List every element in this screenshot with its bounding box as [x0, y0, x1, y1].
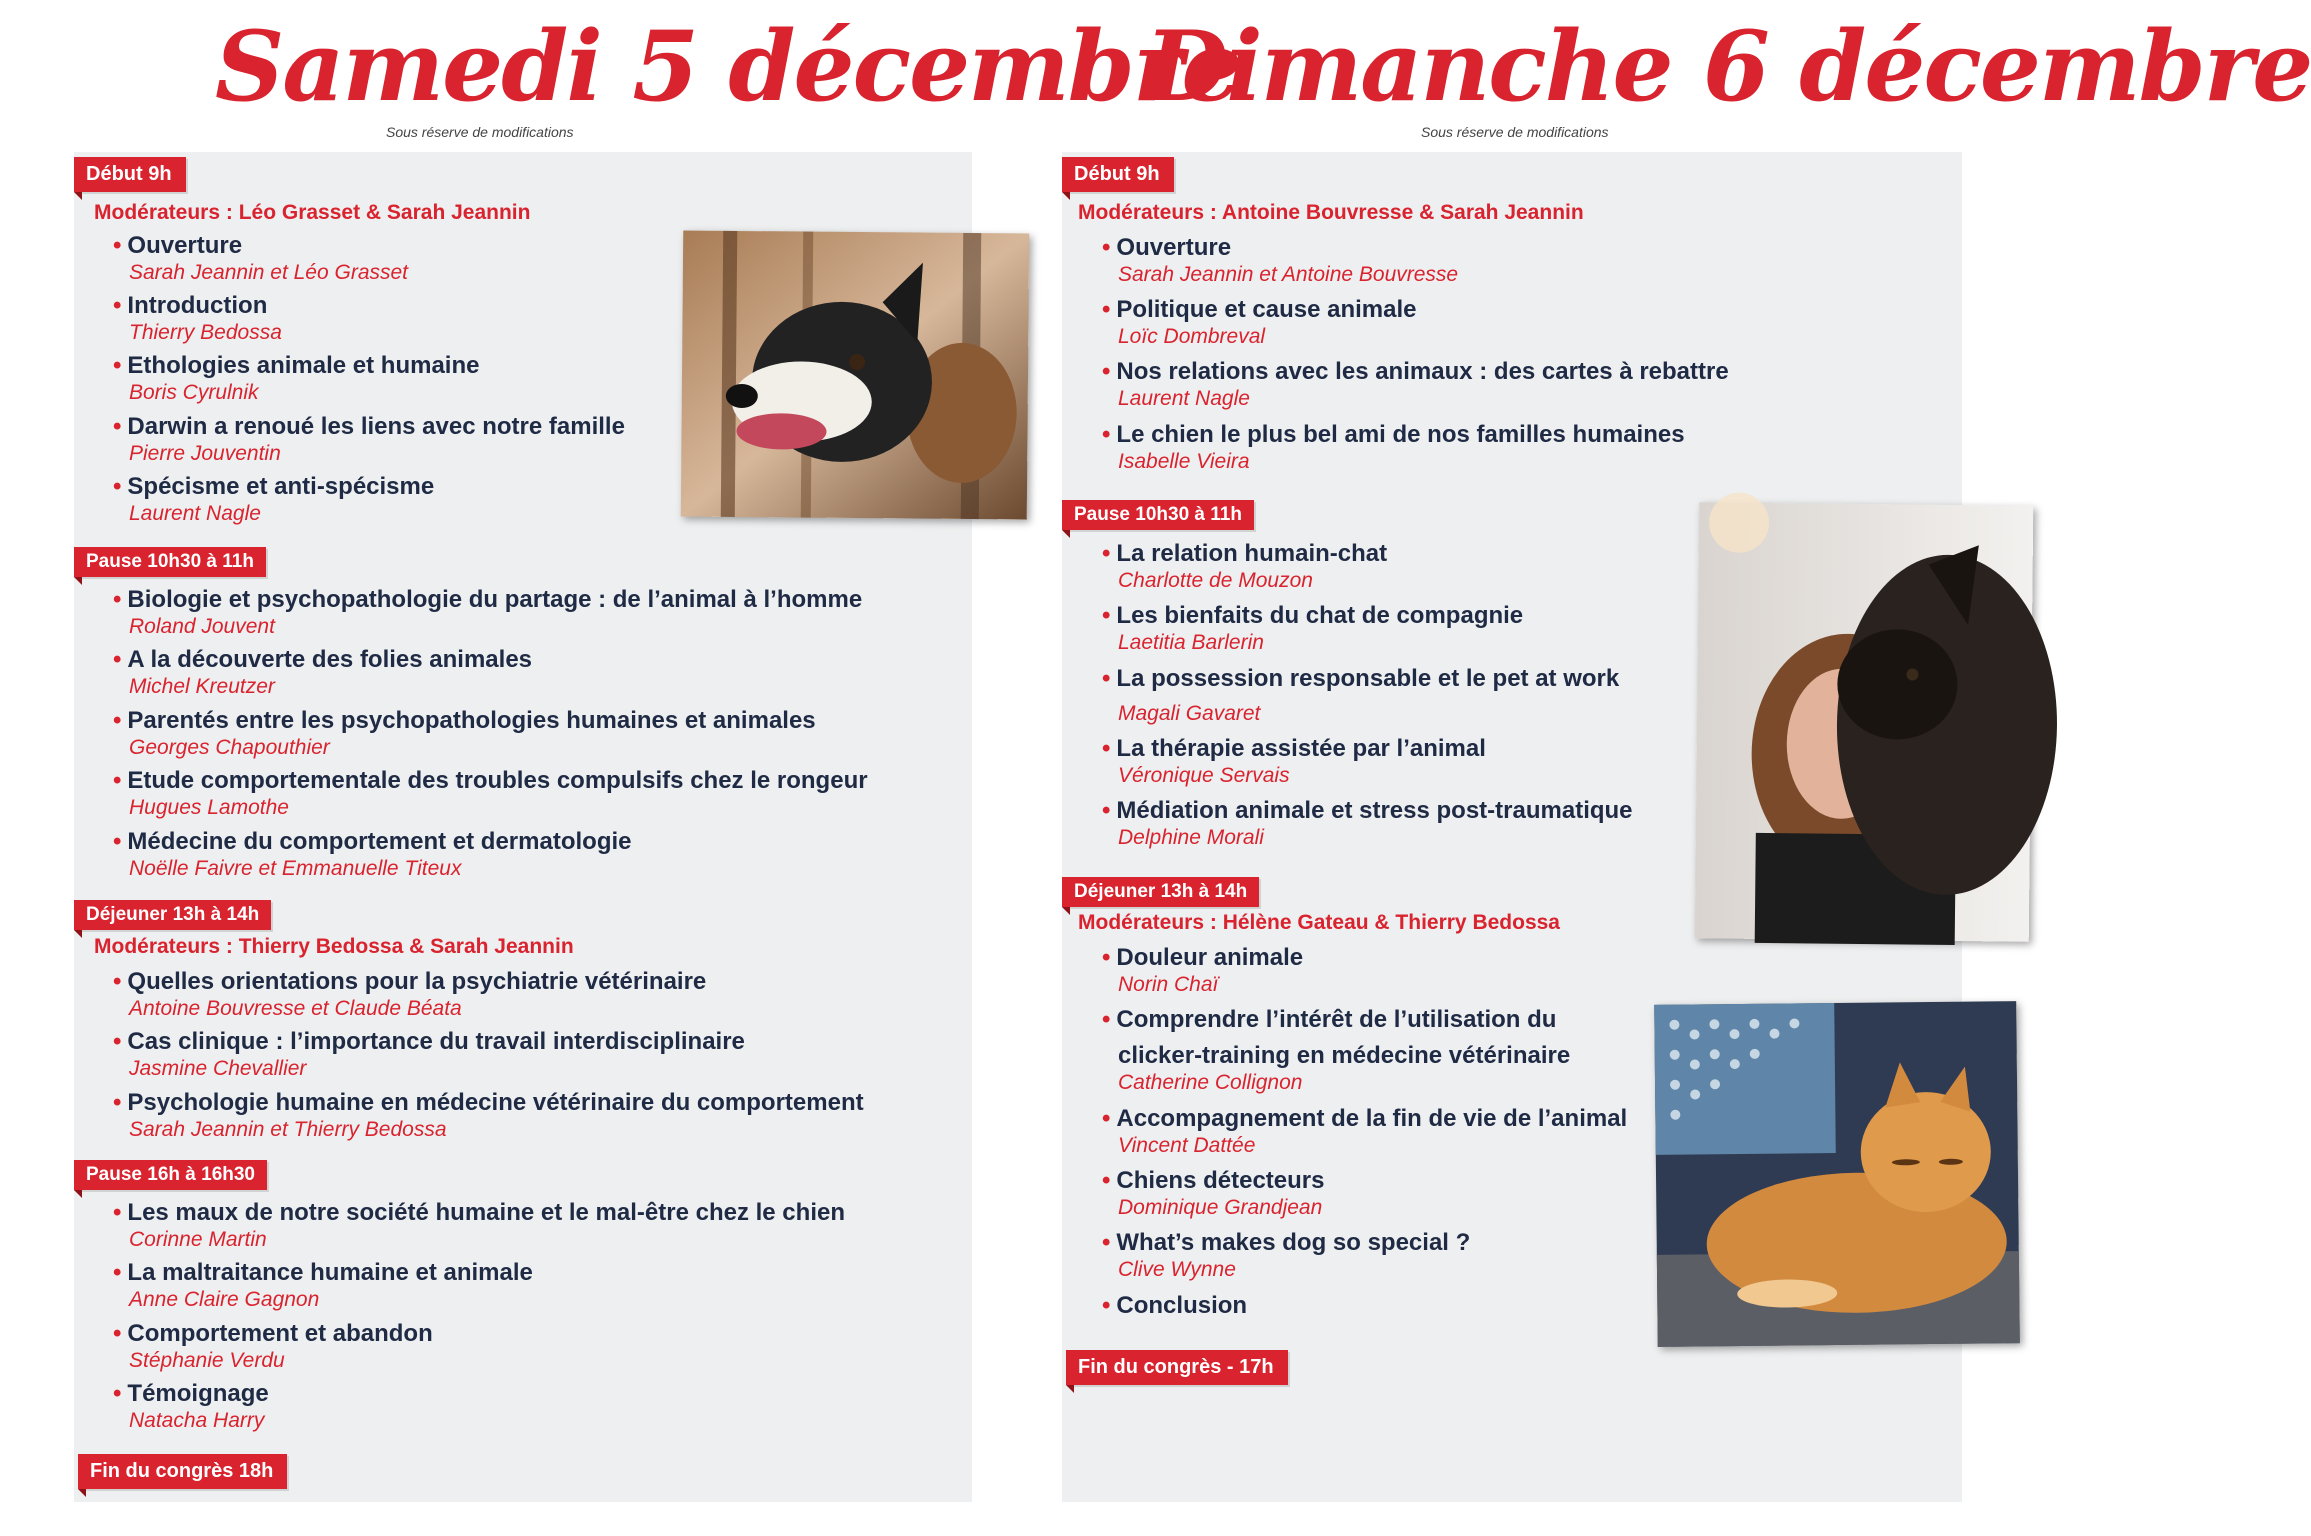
ginger-cat-photo	[1654, 1001, 2020, 1347]
bullet-icon: •	[113, 232, 122, 259]
bullet-icon: •	[113, 473, 122, 500]
bullet-icon: •	[113, 1259, 122, 1286]
sunday-title: Dimanche 6 décembre	[1145, 10, 2311, 123]
list-item: • Ouverture Sarah Jeannin et Antoine Bouvresse	[1102, 234, 1459, 286]
bullet-icon: •	[113, 646, 122, 673]
bullet-icon: •	[1102, 540, 1111, 567]
list-item: • Psychologie humaine en médecine vétérinaire du comportement Sarah Jeannin et Thierry Bedossa	[113, 1089, 864, 1141]
bullet-icon: •	[113, 1089, 122, 1116]
list-item: • Les bienfaits du chat de compagnie Laetitia Barlerin	[1102, 602, 1524, 654]
list-item: • A la découverte des folies animales Michel Kreutzer	[113, 646, 533, 698]
saturday-moderators-2: Modérateurs : Thierry Bedossa & Sarah Jeannin	[94, 935, 574, 958]
sunday-moderators-2: Modérateurs : Hélène Gateau & Thierry Bedossa	[1078, 911, 1560, 934]
sunday-pause-1-tag: Pause 10h30 à 11h	[1062, 500, 1254, 530]
saturday-title: Samedi 5 décembre	[215, 10, 1241, 123]
list-item: • Darwin a renoué les liens avec notre famille Pierre Jouventin	[113, 413, 625, 465]
sunday-reserve-note: Sous réserve de modifications	[1421, 124, 1609, 140]
list-item: • Chiens détecteurs Dominique Grandjean	[1102, 1167, 1325, 1219]
sunday-lunch-tag: Déjeuner 13h à 14h	[1062, 877, 1259, 907]
list-item: • Médecine du comportement et dermatologie Noëlle Faivre et Emmanuelle Titeux	[113, 828, 632, 880]
bullet-icon: •	[1102, 602, 1111, 629]
list-item: • Comprendre l’intérêt de l’utilisation du clicker-training en médecine vétérinaire Catherine Collignon	[1102, 1006, 1571, 1094]
list-item: • Spécisme et anti-spécisme Laurent Nagle	[113, 473, 435, 525]
saturday-moderators-1: Modérateurs : Léo Grasset & Sarah Jeannin	[94, 201, 531, 224]
list-item: • Accompagnement de la fin de vie de l’animal Vincent Dattée	[1102, 1105, 1628, 1157]
list-item: • Quelles orientations pour la psychiatrie vétérinaire Antoine Bouvresse et Claude Béata	[113, 968, 707, 1020]
bullet-icon: •	[113, 413, 122, 440]
bullet-icon: •	[113, 292, 122, 319]
list-item: • Etude comportementale des troubles compulsifs chez le rongeur Hugues Lamothe	[113, 767, 868, 819]
saturday-pause-1-tag: Pause 10h30 à 11h	[74, 547, 266, 577]
list-item: • La relation humain-chat Charlotte de Mouzon	[1102, 540, 1388, 592]
list-item: • Ouverture Sarah Jeannin et Léo Grasset	[113, 232, 409, 284]
list-item: • La possession responsable et le pet at work Magali Gavaret	[1102, 665, 1620, 725]
list-item: • Biologie et psychopathologie du partage : de l’animal à l’homme Roland Jouvent	[113, 586, 863, 638]
bullet-icon: •	[1102, 1292, 1111, 1319]
bullet-icon: •	[1102, 1167, 1111, 1194]
bullet-icon: •	[113, 1380, 122, 1407]
list-item: • Politique et cause animale Loïc Dombreval	[1102, 296, 1417, 348]
bullet-icon: •	[113, 707, 122, 734]
list-item: • What’s makes dog so special ? Clive Wynne	[1102, 1229, 1471, 1281]
list-item: • Témoignage Natacha Harry	[113, 1380, 269, 1432]
list-item: • Nos relations avec les animaux : des cartes à rebattre Laurent Nagle	[1102, 358, 1729, 410]
list-item: • Cas clinique : l’importance du travail interdisciplinaire Jasmine Chevallier	[113, 1028, 745, 1080]
bullet-icon: •	[113, 968, 122, 995]
dogs-photo	[681, 230, 1029, 519]
bullet-icon: •	[1102, 421, 1111, 448]
bullet-icon: •	[1102, 1229, 1111, 1256]
woman-and-dog-photo	[1695, 502, 2034, 941]
list-item: • Comportement et abandon Stéphanie Verdu	[113, 1320, 433, 1372]
list-item: • La thérapie assistée par l’animal Véronique Servais	[1102, 735, 1486, 787]
list-item: • Douleur animale Norin Chaï	[1102, 944, 1304, 996]
bullet-icon: •	[113, 828, 122, 855]
bullet-icon: •	[113, 767, 122, 794]
saturday-start-tag: Début 9h	[74, 157, 186, 192]
bullet-icon: •	[1102, 665, 1111, 692]
bullet-icon: •	[1102, 944, 1111, 971]
bullet-icon: •	[1102, 797, 1111, 824]
saturday-pause-2-tag: Pause 16h à 16h30	[74, 1160, 267, 1190]
bullet-icon: •	[1102, 1105, 1111, 1132]
bullet-icon: •	[113, 352, 122, 379]
bullet-icon: •	[1102, 735, 1111, 762]
list-item: • Le chien le plus bel ami de nos familles humaines Isabelle Vieira	[1102, 421, 1685, 473]
sunday-end-tag: Fin du congrès - 17h	[1066, 1350, 1288, 1385]
bullet-icon: •	[113, 1028, 122, 1055]
sunday-start-tag: Début 9h	[1062, 157, 1174, 192]
list-item: • Médiation animale et stress post-traumatique Delphine Morali	[1102, 797, 1633, 849]
list-item: • Introduction Thierry Bedossa	[113, 292, 282, 344]
saturday-end-tag: Fin du congrès 18h	[78, 1454, 287, 1489]
saturday-lunch-tag: Déjeuner 13h à 14h	[74, 900, 271, 930]
bullet-icon: •	[113, 586, 122, 613]
saturday-reserve-note: Sous réserve de modifications	[386, 124, 574, 140]
bullet-icon: •	[113, 1199, 122, 1226]
list-item: • La maltraitance humaine et animale Anne Claire Gagnon	[113, 1259, 533, 1311]
sunday-moderators-1: Modérateurs : Antoine Bouvresse & Sarah Jeannin	[1078, 201, 1584, 224]
bullet-icon: •	[1102, 234, 1111, 261]
bullet-icon: •	[1102, 1006, 1111, 1033]
list-item: • Conclusion	[1102, 1292, 1248, 1319]
bullet-icon: •	[1102, 296, 1111, 323]
list-item: • Les maux de notre société humaine et le mal-être chez le chien Corinne Martin	[113, 1199, 845, 1251]
list-item: • Ethologies animale et humaine Boris Cyrulnik	[113, 352, 480, 404]
bullet-icon: •	[113, 1320, 122, 1347]
list-item: • Parentés entre les psychopathologies humaines et animales Georges Chapouthier	[113, 707, 816, 759]
bullet-icon: •	[1102, 358, 1111, 385]
